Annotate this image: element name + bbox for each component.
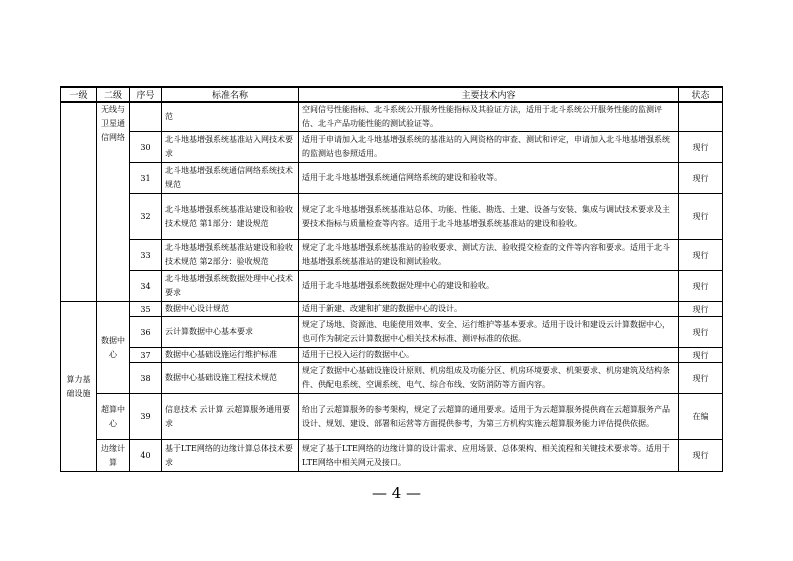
row-number: 36 xyxy=(130,317,162,348)
standard-name: 北斗地基增强系统数据处理中心技术要求 xyxy=(162,271,299,302)
standard-name: 数据中心基础设施运行维护标准 xyxy=(162,348,299,363)
standard-content: 适用于北斗地基增强系统数据处理中心的建设和验收。 xyxy=(299,271,679,302)
standard-content: 规定了北斗地基增强系统基准站的验收要求、测试方法、验收提交检查的文件等内容和要求。适用于北斗地基增强系统基准站的建设和测试验收。 xyxy=(299,240,679,271)
standard-status: 现行 xyxy=(679,302,723,317)
table-row xyxy=(61,132,723,163)
row-number: 38 xyxy=(130,363,162,394)
standard-content: 空间信号性能指标、北斗系统公开服务性能指标及其验证方法，适用于北斗系统公开服务性能的监测评估、北斗产品功能性能的测试验证等。 xyxy=(299,102,679,132)
standard-name: 云计算数据中心基本要求 xyxy=(162,317,299,348)
standard-content: 给出了云超算服务的参考架构，规定了云超算的通用要求。适用于为云超算服务提供商在云超算服务产品设计、规划、建设、部署和运营等方面提供参考，为第三方机构实施云超算服务能力评估提供依据。 xyxy=(299,394,679,440)
header-main-content: 主要技术内容 xyxy=(299,87,679,102)
level1-cell-blank xyxy=(61,102,97,302)
standard-name: 北斗地基增强系统基准站建设和验收技术规范 第2部分：验收规范 xyxy=(162,240,299,271)
table-row xyxy=(61,302,723,317)
table-row xyxy=(61,102,723,132)
standard-status: 现行 xyxy=(679,348,723,363)
level2-cell-data-center: 数据中心 xyxy=(97,302,130,394)
level1-cell-computing-infrastructure: 算力基础设施 xyxy=(61,302,97,472)
header-level1: 一级 xyxy=(61,87,97,102)
page-number: — 4 — xyxy=(371,484,422,502)
standard-status: 现行 xyxy=(679,317,723,348)
standard-status: 现行 xyxy=(679,440,723,472)
table-header-row xyxy=(61,87,723,102)
standard-content: 规定了基于LTE网络的边缘计算的设计需求、应用场景、总体架构、相关流程和关键技术要求等。适用于LTE网络中相关网元及接口。 xyxy=(299,440,679,472)
standards-table xyxy=(60,86,723,472)
row-number: 32 xyxy=(130,194,162,240)
standard-content: 适用于已投入运行的数据中心。 xyxy=(299,348,679,363)
table-row xyxy=(61,440,723,472)
level2-cell-edge-computing: 边缘计算 xyxy=(97,440,130,472)
standard-name: 北斗地基增强系统通信网络系统技术规范 xyxy=(162,163,299,194)
standard-name: 北斗地基增强系统基准站入网技术要求 xyxy=(162,132,299,163)
header-standard-name: 标准名称 xyxy=(162,87,299,102)
standard-content: 规定了场地、资源池、电能使用效率、安全、运行维护等基本要求。适用于设计和建设云计算数据中心，也可作为制定云计算数据中心相关技术标准、测评标准的依据。 xyxy=(299,317,679,348)
row-number: 31 xyxy=(130,163,162,194)
row-number: 37 xyxy=(130,348,162,363)
table-row xyxy=(61,240,723,271)
standard-status: 现行 xyxy=(679,240,723,271)
row-number xyxy=(130,102,162,132)
standard-name: 范 xyxy=(162,102,299,132)
row-number: 39 xyxy=(130,394,162,440)
row-number: 33 xyxy=(130,240,162,271)
standard-status: 现行 xyxy=(679,194,723,240)
standard-name: 数据中心基础设施工程技术规范 xyxy=(162,363,299,394)
standard-content: 适用于新建、改建和扩建的数据中心的设计。 xyxy=(299,302,679,317)
table-row xyxy=(61,394,723,440)
header-level2: 二级 xyxy=(97,87,130,102)
header-number: 序号 xyxy=(130,87,162,102)
standard-name: 基于LTE网络的边缘计算总体技术要求 xyxy=(162,440,299,472)
row-number: 40 xyxy=(130,440,162,472)
header-status: 状态 xyxy=(679,87,723,102)
standard-status: 现行 xyxy=(679,132,723,163)
standard-status: 现行 xyxy=(679,363,723,394)
table-row xyxy=(61,271,723,302)
standard-status xyxy=(679,102,723,132)
table-row xyxy=(61,363,723,394)
table-row xyxy=(61,163,723,194)
standard-name: 北斗地基增强系统基准站建设和验收技术规范 第1部分：建设规范 xyxy=(162,194,299,240)
row-number: 34 xyxy=(130,271,162,302)
standard-name: 信息技术 云计算 云超算服务通用要求 xyxy=(162,394,299,440)
table-row xyxy=(61,194,723,240)
level2-cell-supercomputing-center: 超算中心 xyxy=(97,394,130,440)
standard-content: 规定了北斗地基增强系统基准站总体、功能、性能、勘选、土建、设备与安装、集成与调试技术要求及主要技术指标与质量检查等内容。适用于北斗地基增强系统基准站的建设和验收。 xyxy=(299,194,679,240)
standard-content: 规定了数据中心基础设施设计原则、机房组成及功能分区、机房环境要求、机架要求、机房建筑及结构条件、供配电系统、空调系统、电气、综合布线、安防消防等方面内容。 xyxy=(299,363,679,394)
row-number: 35 xyxy=(130,302,162,317)
standard-content: 适用于北斗地基增强系统通信网络系统的建设和验收等。 xyxy=(299,163,679,194)
standard-status: 现行 xyxy=(679,163,723,194)
standard-status: 现行 xyxy=(679,271,723,302)
standard-name: 数据中心设计规范 xyxy=(162,302,299,317)
row-number: 30 xyxy=(130,132,162,163)
level2-cell-wireless: 无线与卫星通信网络 xyxy=(97,102,130,302)
standard-status: 在编 xyxy=(679,394,723,440)
table-row xyxy=(61,317,723,348)
standard-content: 适用于申请加入北斗地基增强系统的基准站的入网资格的审查、测试和评定，申请加入北斗地基增强系统的监测站也参照适用。 xyxy=(299,132,679,163)
table-row xyxy=(61,348,723,363)
